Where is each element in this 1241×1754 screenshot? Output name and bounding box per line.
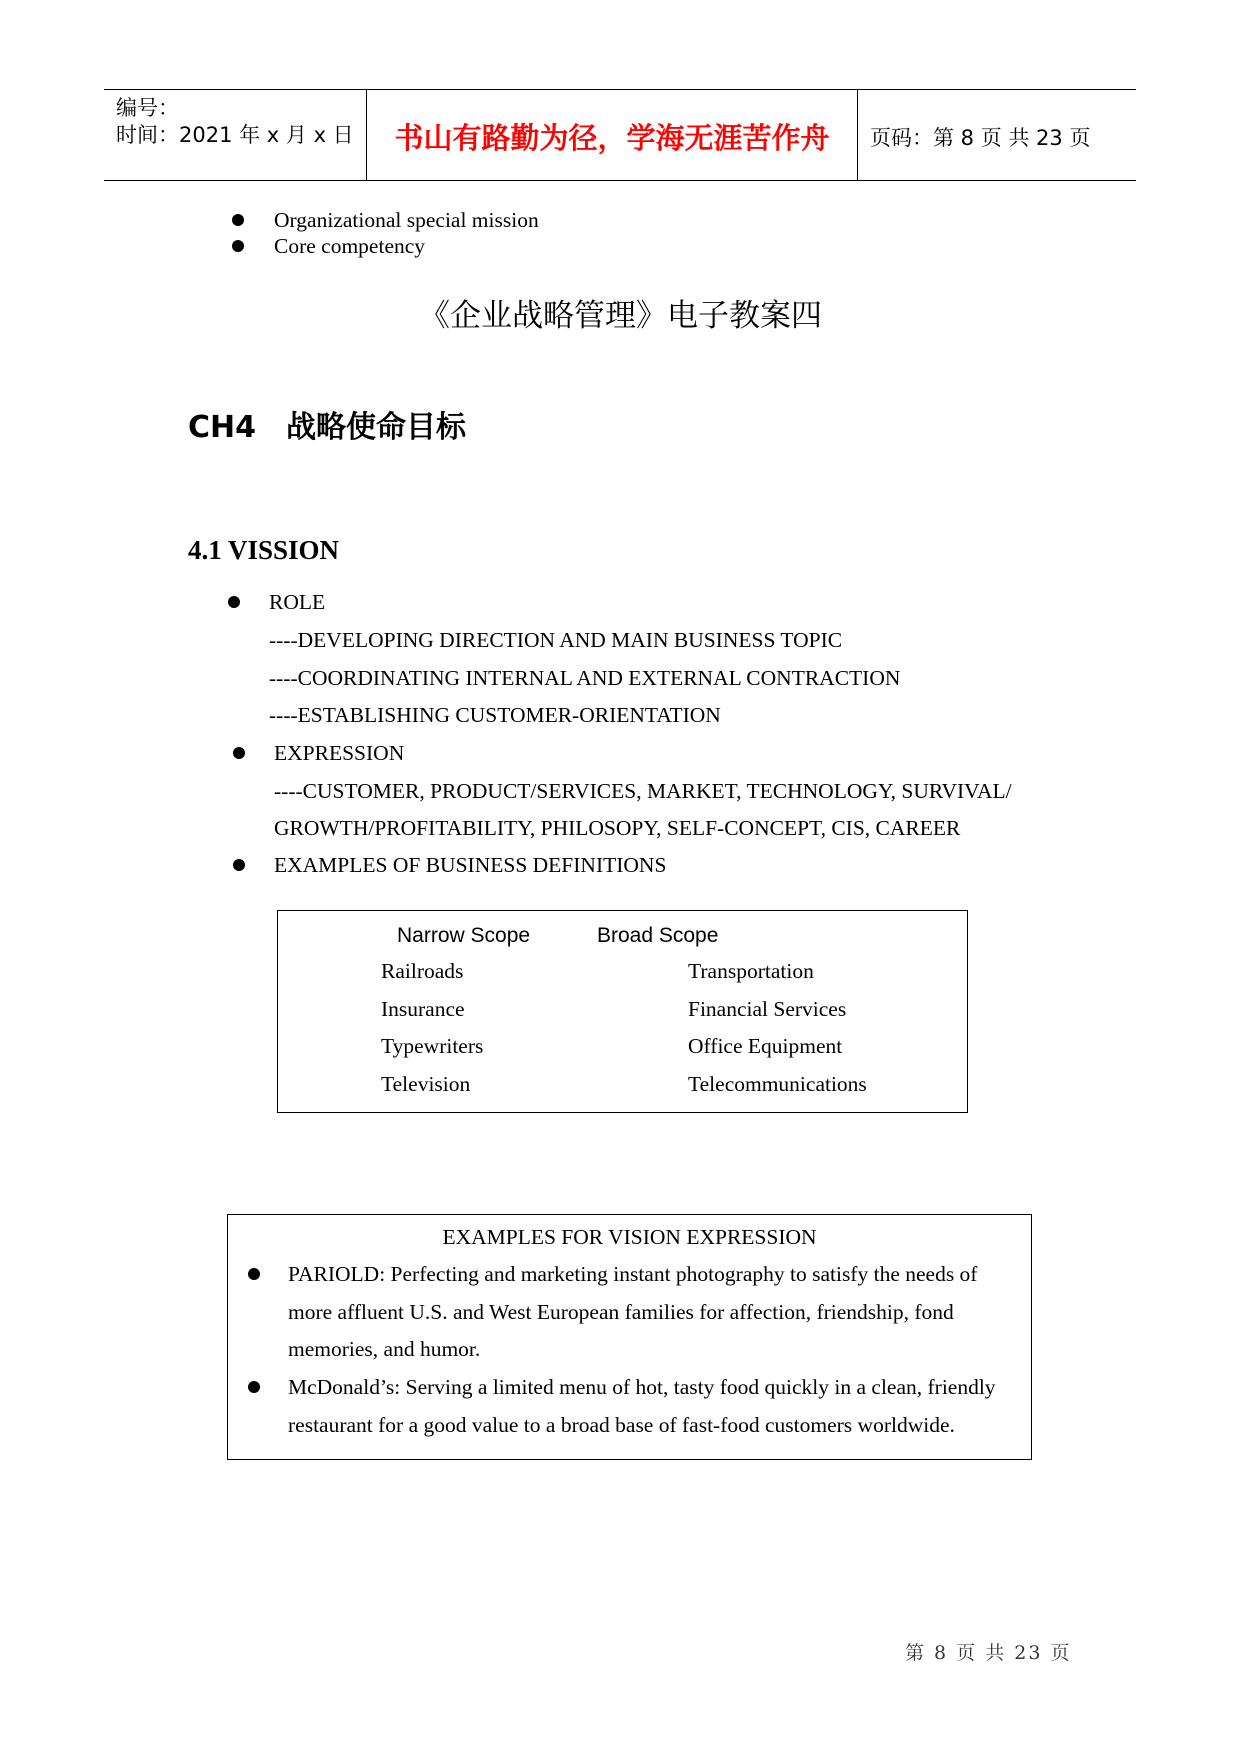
- section-title: 4.1 VISSION: [188, 535, 340, 565]
- broad-scope-cell: Office Equipment: [688, 1034, 843, 1058]
- page-footer: 第 8 页 共 23 页: [905, 1642, 1072, 1664]
- header-page-cell: [858, 90, 1136, 180]
- role-label: ROLE: [269, 590, 326, 614]
- vision-example-line: more affluent U.S. and West European families for affection, friendship, fond: [288, 1300, 954, 1324]
- vision-example-line: restaurant for a good value to a broad base of fast-food customers worldwide.: [288, 1413, 955, 1437]
- bullet-icon: [232, 240, 244, 252]
- narrow-scope-cell: Insurance: [381, 997, 465, 1021]
- expression-line: GROWTH/PROFITABILITY, PHILOSOPY, SELF-CONCEPT, CIS, CAREER: [274, 816, 961, 840]
- number-label: 编号：: [116, 96, 179, 120]
- examples-label: EXAMPLES OF BUSINESS DEFINITIONS: [274, 853, 667, 877]
- motto: 书山有路勤为径，学海无涯苦作舟: [394, 121, 830, 155]
- time-label: 时间：2021 年 x 月 x 日: [116, 123, 354, 147]
- scope-table: [277, 910, 968, 1113]
- vision-examples-box: [227, 1214, 1032, 1460]
- narrow-scope-header: Narrow Scope: [397, 924, 531, 947]
- narrow-scope-cell: Television: [381, 1072, 471, 1096]
- broad-scope-header: Broad Scope: [597, 924, 719, 947]
- page-info: 页码：第 8 页 共 23 页: [870, 126, 1091, 150]
- expression-line: ----CUSTOMER, PRODUCT/SERVICES, MARKET, TECHNOLOGY, SURVIVAL/: [274, 779, 1012, 803]
- expression-label: EXPRESSION: [274, 741, 405, 765]
- bullet-icon: [232, 214, 244, 226]
- vision-example-line: McDonald’s: Serving a limited menu of hot, tasty food quickly in a clean, friendly: [288, 1375, 996, 1399]
- narrow-scope-cell: Typewriters: [381, 1034, 484, 1058]
- header-left-cell: [104, 90, 367, 180]
- chapter-title: CH4 战略使命目标: [188, 410, 466, 445]
- bullet-icon: [228, 596, 240, 608]
- broad-scope-cell: Financial Services: [688, 997, 847, 1021]
- document-title: 《企业战略管理》电子教案四: [419, 298, 822, 334]
- page-header: [104, 89, 1136, 181]
- header-motto-cell: [367, 90, 858, 180]
- bullet-icon: [233, 747, 245, 759]
- vision-example-line: PARIOLD: Perfecting and marketing instant photography to satisfy the needs of: [288, 1262, 978, 1286]
- bullet-icon: [248, 1381, 260, 1393]
- narrow-scope-cell: Railroads: [381, 959, 464, 983]
- intro-bullet-text: Organizational special mission: [274, 208, 539, 232]
- bullet-icon: [248, 1268, 260, 1280]
- role-item: ----ESTABLISHING CUSTOMER-ORIENTATION: [269, 703, 721, 727]
- role-item: ----DEVELOPING DIRECTION AND MAIN BUSINESS TOPIC: [269, 628, 843, 652]
- role-item: ----COORDINATING INTERNAL AND EXTERNAL CONTRACTION: [269, 666, 901, 690]
- intro-bullet-text: Core competency: [274, 234, 426, 258]
- vision-box-title: EXAMPLES FOR VISION EXPRESSION: [442, 1225, 817, 1249]
- bullet-icon: [233, 859, 245, 871]
- vision-example-line: memories, and humor.: [288, 1337, 481, 1361]
- broad-scope-cell: Telecommunications: [688, 1072, 867, 1096]
- broad-scope-cell: Transportation: [688, 959, 814, 983]
